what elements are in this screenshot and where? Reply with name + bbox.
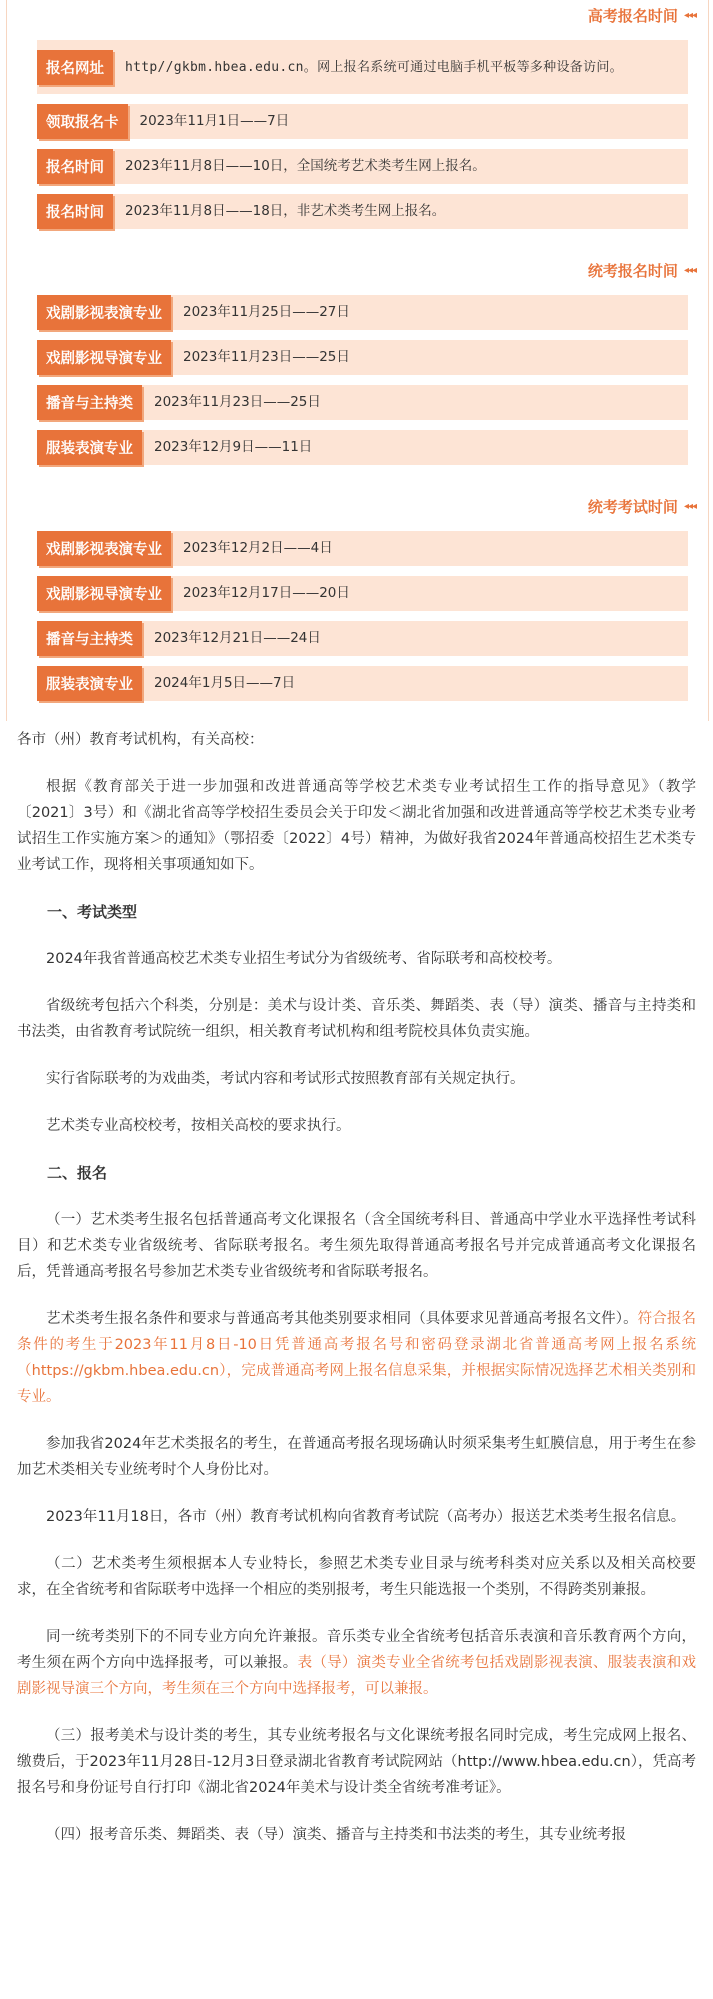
schedule-row	[37, 104, 688, 139]
paragraph: 省级统考包括六个科类，分别是：美术与设计类、音乐类、舞蹈类、表（导）演类、播音与主持类和书法类，由省教育考试院统一组织，相关教育考试机构和组考院校具体负责实施。	[17, 998, 696, 1040]
paragraph: （二）艺术类考生须根据本人专业特长，参照艺术类专业目录与统考科类对应关系以及相关高校要求，在全省统考和省际联考中选择一个相应的类别报考，考生只能选报一个类别，不得跨类别兼报。	[17, 1556, 696, 1598]
row-tag: 戏剧影视表演专业	[37, 531, 171, 566]
row-tag: 服装表演专业	[37, 430, 142, 465]
row-value: 2023年12月2日——4日	[183, 540, 333, 556]
section-header	[7, 0, 708, 30]
paragraph: 2024年我省普通高校艺术类专业招生考试分为省级统考、省际联考和高校校考。	[46, 951, 562, 967]
highlighted-text: 表（导）演类专业全省统考包括戏剧影视表演、服装表演和戏剧影视导演三个方向，考生须在三个方向中选择报考，可以兼报。	[17, 1655, 697, 1697]
heading-registration: 二、报名	[47, 1164, 108, 1182]
row-value: 2023年12月21日——24日	[154, 630, 321, 646]
row-tag: 戏剧影视导演专业	[37, 576, 171, 611]
row-tag: 播音与主持类	[37, 385, 142, 420]
notice-body	[0, 727, 713, 1848]
schedule-row	[37, 576, 688, 611]
schedule-row	[37, 430, 688, 465]
heading-exam-types: 一、考试类型	[47, 903, 138, 921]
row-value: 2024年1月5日——7日	[154, 675, 296, 691]
schedule-row	[37, 149, 688, 184]
paragraph: 实行省际联考的为戏曲类，考试内容和考试形式按照教育部有关规定执行。	[46, 1071, 525, 1087]
left-arrows-icon: ◂◂◂	[683, 9, 696, 21]
row-value: 2023年11月23日——25日	[154, 394, 321, 410]
paragraph: （三）报考美术与设计类的考生，其专业统考报名与文化课统考报名同时完成，考生完成网上报名、缴费后，于2023年11月28日-12月3日登录湖北省教育考试院网站（http://www.hbea.edu.cn），凭高考报名号和身份证号自行打印《湖北省2024年美术与设计类全省统考准考证》。	[17, 1728, 696, 1796]
paragraph: 艺术类专业高校校考，按相关高校的要求执行。	[46, 1118, 351, 1134]
row-value: 2023年11月8日——18日，非艺术类考生网上报名。	[125, 203, 446, 219]
row-value: 2023年11月23日——25日	[183, 349, 350, 365]
row-value: 2023年12月17日——20日	[183, 585, 350, 601]
schedule-row	[37, 340, 688, 375]
highlighted-text: 符合报名条件的考生于2023年11月8日-10日凭普通高考报名号和密码登录湖北省普通高考网上报名系统（https://gkbm.hbea.edu.cn），完成普通高考网上报名信息采集，并根据实际情况选择艺术相关类别和专业。	[17, 1311, 696, 1405]
schedule-row	[37, 621, 688, 656]
row-tag: 服装表演专业	[37, 666, 142, 701]
row-tag: 报名时间	[37, 149, 113, 184]
greeting: 各市（州）教育考试机构，有关高校：	[17, 732, 264, 748]
schedule-row	[37, 295, 688, 330]
paragraph	[17, 1624, 696, 1702]
intro-paragraph: 根据《教育部关于进一步加强和改进普通高等学校艺术类专业考试招生工作的指导意见》（教学〔2021〕3号）和《湖北省高等学校招生委员会关于印发＜湖北省加强和改进普通高等学校艺术类专业考试招生工作实施方案＞的通知》（鄂招委〔2022〕4号）精神，为做好我省2024年普通高校招生艺术类专业考试工作，现将相关事项通知如下。	[17, 779, 696, 873]
row-tag: 播音与主持类	[37, 621, 142, 656]
schedule-row	[37, 531, 688, 566]
schedule-row	[37, 40, 688, 94]
row-tag: 报名网址	[37, 50, 113, 85]
schedule-row	[37, 666, 688, 701]
schedule-panel	[6, 0, 709, 721]
paragraph: （四）报考音乐类、舞蹈类、表（导）演类、播音与主持类和书法类的考生，其专业统考报	[46, 1827, 626, 1843]
paragraph: 2023年11月18日，各市（州）教育考试机构向省教育考试院（高考办）报送艺术类考生报名信息。	[46, 1509, 686, 1525]
section-header	[7, 491, 708, 521]
schedule-row	[37, 385, 688, 420]
paragraph-text: 艺术类考生报名条件和要求与普通高考其他类别要求相同（具体要求见普通高考报名文件）。	[46, 1311, 638, 1327]
row-value: 2023年11月1日——7日	[139, 113, 290, 129]
row-value: http//gkbm.hbea.edu.cn。网上报名系统可通过电脑手机平板等多种设备访问。	[125, 59, 623, 75]
left-arrows-icon: ◂◂◂	[683, 500, 696, 512]
row-tag: 领取报名卡	[37, 104, 128, 139]
row-tag: 报名时间	[37, 194, 113, 229]
row-tag: 戏剧影视表演专业	[37, 295, 171, 330]
paragraph: 参加我省2024年艺术类报名的考生，在普通高考报名现场确认时须采集考生虹膜信息，用于考生在参加艺术类相关专业统考时个人身份比对。	[17, 1436, 696, 1478]
section-title: 统考报名时间	[587, 261, 678, 280]
row-value: 2023年12月9日——11日	[154, 439, 313, 455]
section-header	[7, 255, 708, 285]
section-title: 高考报名时间	[587, 6, 678, 25]
paragraph: （一）艺术类考生报名包括普通高考文化课报名（含全国统考科目、普通高中学业水平选择性考试科目）和艺术类专业省级统考、省际联考报名。考生须先取得普通高考报名号并完成普通高考文化课报名后，凭普通高考报名号参加艺术类专业省级统考和省际联考报名。	[17, 1212, 696, 1280]
paragraph-text: 同一统考类别下的不同专业方向允许兼报。音乐类专业全省统考包括音乐表演和音乐教育两个方向，考生须在两个方向中选择报考，可以兼报。	[17, 1629, 696, 1671]
paragraph	[17, 1306, 696, 1410]
schedule-row	[37, 194, 688, 229]
section-title: 统考考试时间	[587, 497, 678, 516]
row-tag: 戏剧影视导演专业	[37, 340, 171, 375]
row-value: 2023年11月8日——10日，全国统考艺术类考生网上报名。	[125, 158, 486, 174]
left-arrows-icon: ◂◂◂	[683, 264, 696, 276]
row-value: 2023年11月25日——27日	[183, 304, 350, 320]
